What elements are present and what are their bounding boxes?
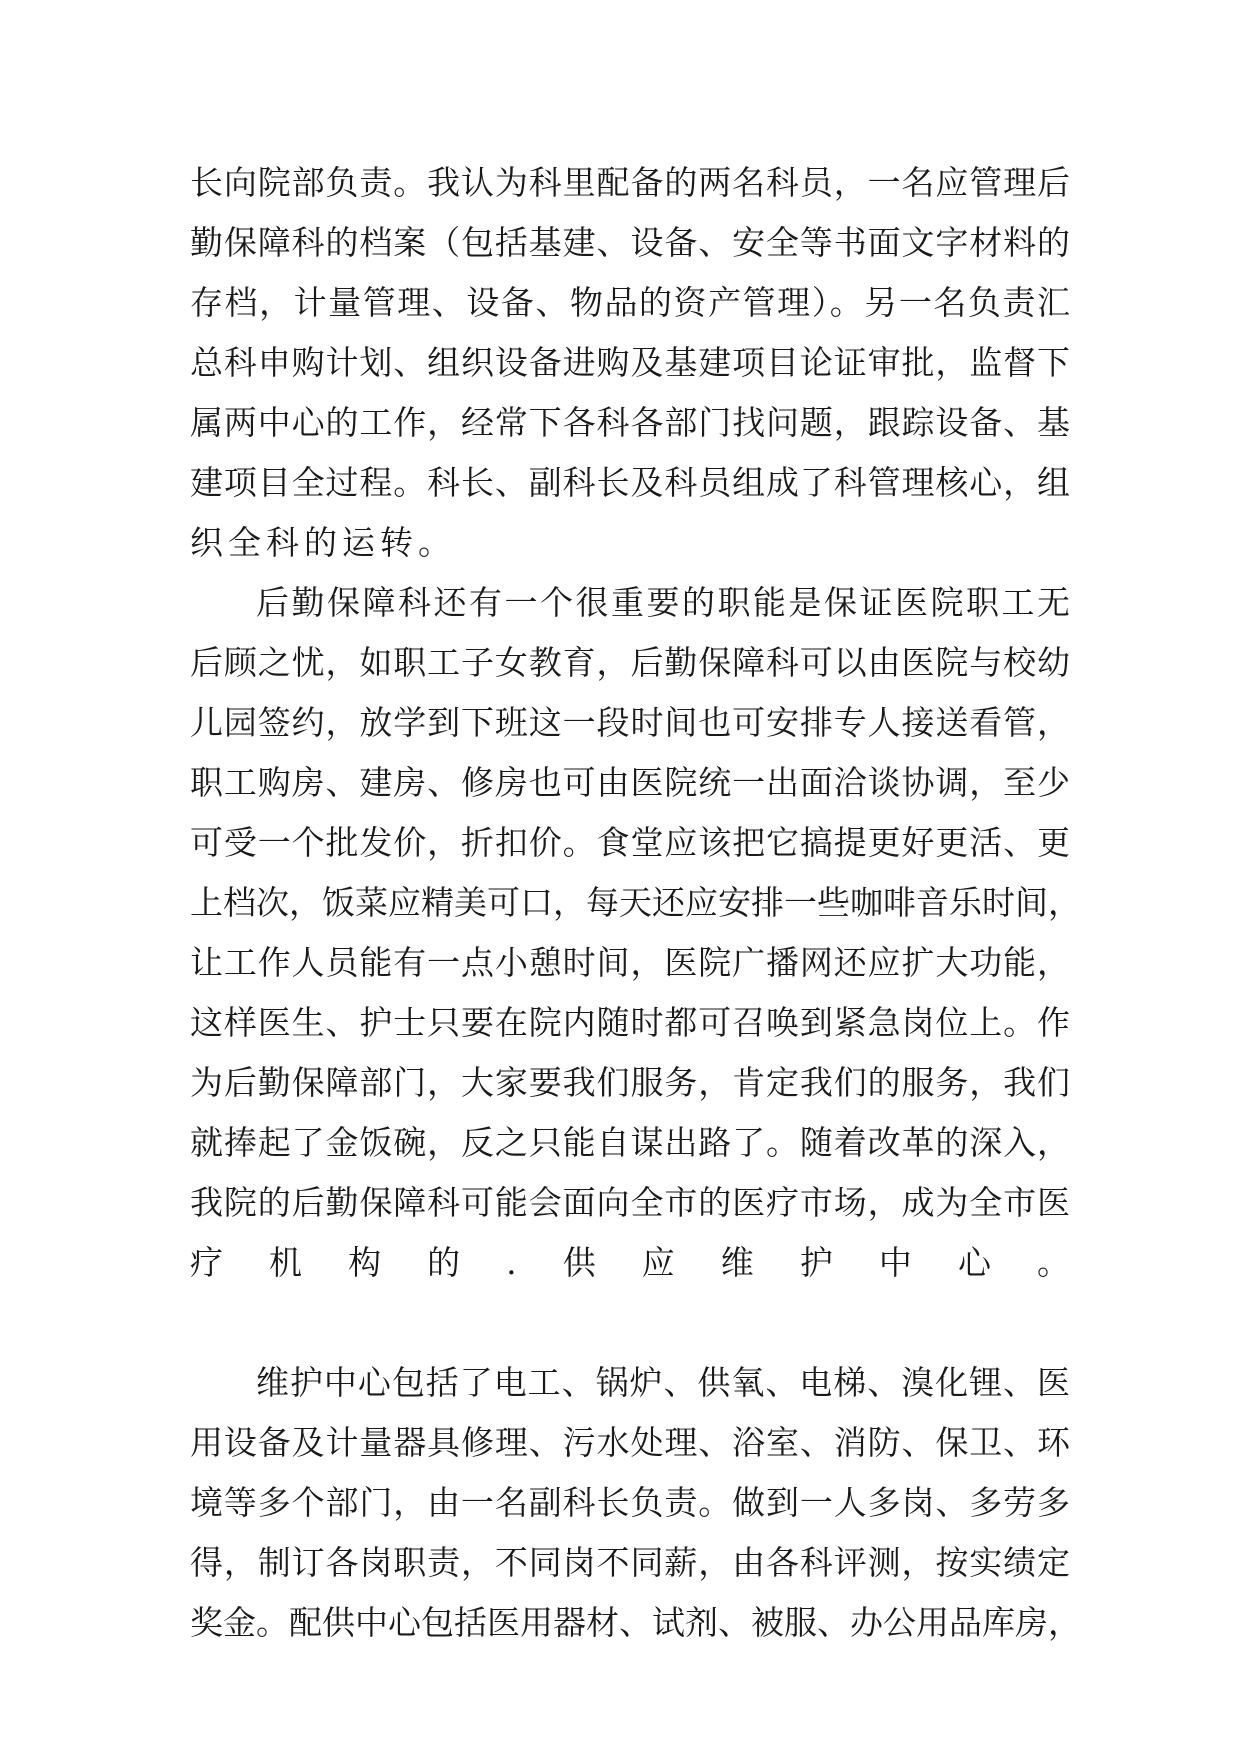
text-line: 维护中心包括了电工、锅炉、供氧、电梯、溴化锂、医: [256, 1363, 1070, 1402]
text-line: 长向院部负责。我认为科里配备的两名科员，一名应管理后: [190, 163, 1070, 202]
text-line: [190, 1293, 1070, 1353]
text-line: 上档次，饭菜应精美可口，每天还应安排一些咖啡音乐时间，: [190, 883, 1081, 922]
text-line: 属两中心的工作，经常下各科各部门找问题，跟踪设备、基: [190, 403, 1070, 442]
body-text: [190, 153, 1081, 1653]
text-line: 总科申购计划、组织设备进购及基建项目论证审批，监督下: [190, 343, 1070, 382]
text-line: 奖金。配供中心包括医用器材、试剂、被服、办公用品库房，: [190, 1603, 1081, 1642]
text-line: 用设备及计量器具修理、污水处理、浴室、消防、保卫、环: [190, 1423, 1070, 1462]
text-line: 得，制订各岗职责，不同岗不同薪，由各科评测，按实绩定: [190, 1543, 1070, 1582]
text-line: 建项目全过程。科长、副科长及科员组成了科管理核心，组: [190, 463, 1070, 502]
text-line: 儿园签约，放学到下班这一段时间也可安排专人接送看管，: [190, 703, 1070, 742]
text-line: 就捧起了金饭碗，反之只能自谋出路了。随着改革的深入，: [190, 1123, 1070, 1162]
text-line: 我院的后勤保障科可能会面向全市的医疗市场，成为全市医: [190, 1183, 1070, 1222]
text-line: 存档，计量管理、设备、物品的资产管理）。另一名负责汇: [190, 283, 1070, 322]
text-line: 为后勤保障部门，大家要我们服务，肯定我们的服务，我们: [190, 1063, 1070, 1102]
text-line: 职工购房、建房、修房也可由医院统一出面洽谈协调，至少: [190, 763, 1070, 802]
text-line: 让工作人员能有一点小憩时间，医院广播网还应扩大功能，: [190, 943, 1070, 982]
text-line: 织全科的运转。: [190, 523, 456, 562]
text-line: 可受一个批发价，折扣价。食堂应该把它搞提更好更活、更: [190, 823, 1070, 862]
text-line: 疗机构的.供应维护中心。: [190, 1243, 1070, 1282]
text-line: 境等多个部门，由一名副科长负责。做到一人多岗、多劳多: [190, 1483, 1070, 1522]
text-line: 后勤保障科还有一个很重要的职能是保证医院职工无: [256, 583, 1070, 622]
text-line: 这样医生、护士只要在院内随时都可召唤到紧急岗位上。作: [190, 1003, 1070, 1042]
text-line: 后顾之忧，如职工子女教育，后勤保障科可以由医院与校幼: [190, 643, 1070, 682]
text-line: 勤保障科的档案（包括基建、设备、安全等书面文字材料的: [190, 223, 1070, 262]
